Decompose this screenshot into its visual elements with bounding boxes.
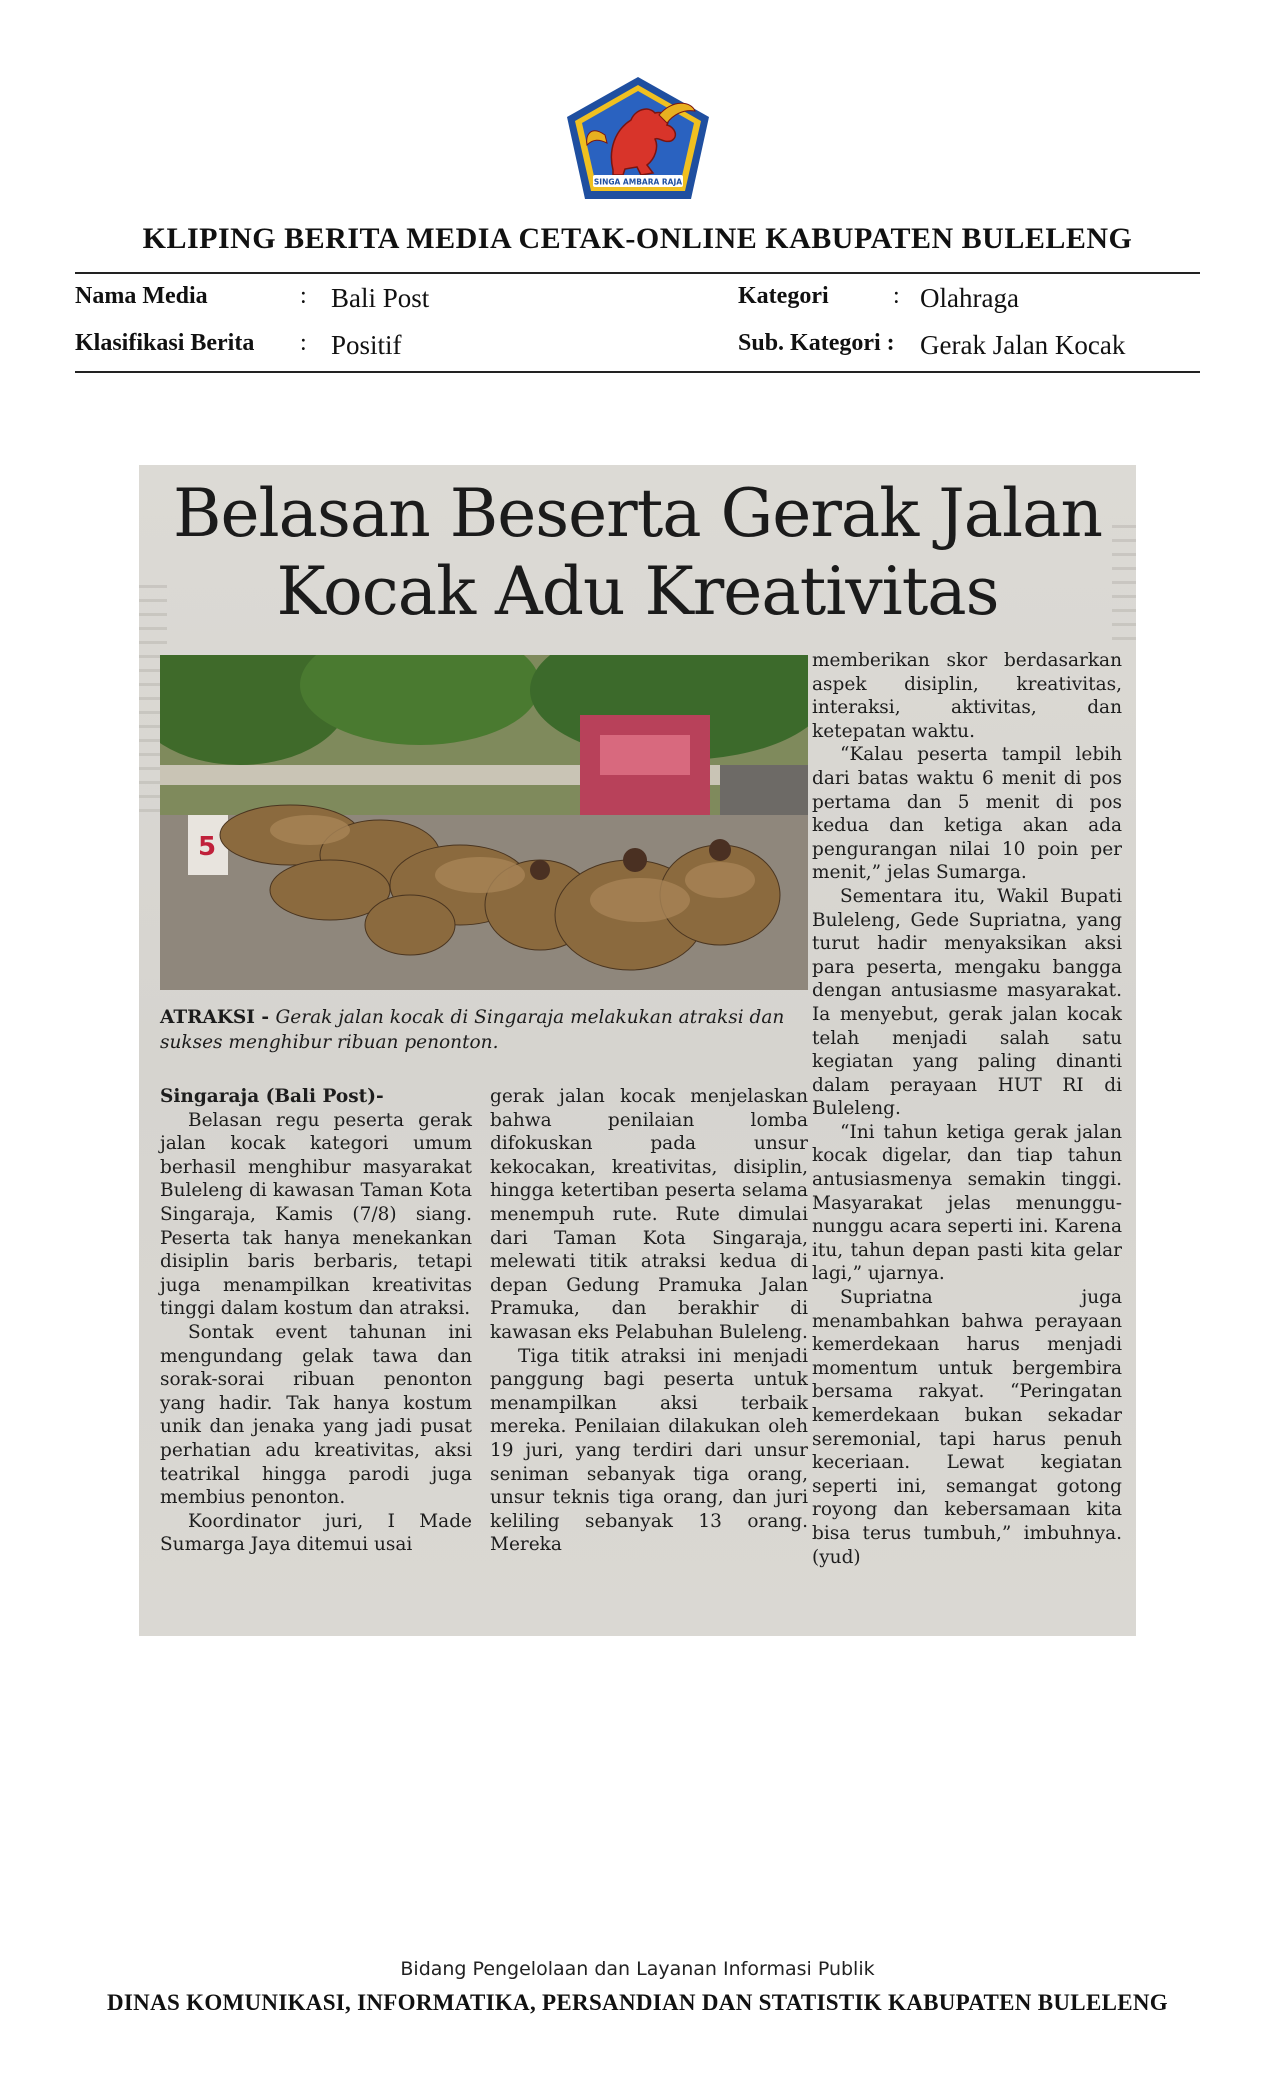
article-paragraph: Belasan regu peserta gerak jalan kocak kategori umum berhasil menghibur masyarakat Buleleng di kawasan Taman Kota Singaraja, Kamis (7/8) siang. Peserta tak hanya menekankan disiplin baris berbaris, tetapi juga menampilkan kreativitas tinggi dalam kostum dan atraksi. <box>160 1109 472 1320</box>
footer-department: Bidang Pengelolaan dan Layanan Informasi Publik <box>400 1958 875 1980</box>
article-paragraph: Koordinator juri, I Made Sumarga Jaya ditemui usai <box>160 1510 472 1556</box>
logo-motto-text: SINGA AMBARA RAJA <box>593 177 683 187</box>
article-headline-line1: Belasan Beserta Gerak Jalan <box>172 475 1103 552</box>
caption-text: Gerak jalan kocak di Singaraja melakukan atraksi dan sukses menghibur ribuan penonton. <box>160 1007 785 1053</box>
kategori-value: Olahraga <box>920 283 1019 313</box>
article-column-2 <box>490 1085 808 1557</box>
klasifikasi-label: Klasifikasi Berita <box>75 330 255 356</box>
header-divider <box>75 272 1200 274</box>
meta-divider <box>75 371 1200 373</box>
article-paragraph: Supriatna juga menambahkan bahwa perayaan kemerdekaan harus menjadi momentum untuk bergembira bersama rakyat. “Peringatan kemerdekaan bukan sekadar seremonial, tapi harus penuh keceriaan. Lewat kegiatan seperti ini, semangat gotong royong dan kebersamaan kita bisa terus tumbuh,” imbuhnya. (yud) <box>812 1287 1122 1568</box>
article-paragraph: “Kalau peserta tampil lebih dari batas waktu 6 menit di pos pertama dan 5 menit di pos kedua dan ketiga akan ada pengurangan nilai 10 poin per menit,” jelas Sumarga. <box>812 744 1122 884</box>
kategori-label: Kategori <box>738 283 829 309</box>
article-column-1 <box>160 1085 472 1557</box>
page-title: KLIPING BERITA MEDIA CETAK-ONLINE KABUPATEN BULELENG <box>142 222 1133 255</box>
article-paragraph: Sementara itu, Wakil Bupati Buleleng, Gede Supriatna, yang turut hadir menyaksikan aksi para peserta, mengaku bangga dengan antusiasme masyarakat. Ia menyebut, gerak jalan kocak telah menjadi salah satu kegiatan yang paling dinanti dalam perayaan HUT RI di Buleleng. <box>812 885 1122 1120</box>
article-headline-line2: Kocak Adu Kreativitas <box>276 553 999 630</box>
article-paragraph: gerak jalan kocak menjelaskan bahwa penilaian lomba difokuskan pada unsur kekocakan, kreativitas, disiplin, hingga ketertiban peserta selama menempuh rute. Rute dimulai dari Taman Kota Singaraja, melewati titik atraksi kedua di depan Gedung Pramuka Jalan Pramuka, dan berakhir di kawasan eks Pelabuhan Buleleng. <box>490 1086 808 1343</box>
article-paragraph: Sontak event tahunan ini mengundang gelak tawa dan sorak-sorai ribuan penonton yang hadir. Tak hanya kostum unik dan jenaka yang jadi pusat perhatian adu kreativitas, aksi teatrikal hingga parodi juga membius penonton. <box>160 1321 472 1509</box>
newspaper-clipping <box>139 465 1136 1636</box>
photo-caption <box>160 1005 808 1055</box>
parade-photo-illustration <box>160 655 808 990</box>
article-paragraph: “Ini tahun ketiga gerak jalan kocak digelar, dan tiap tahun antusiasmenya semakin tinggi. Masyarakat jelas menunggu-nunggu acara seperti ini. Karena itu, tahun depan pasti kita gelar lagi,” ujarnya. <box>812 1121 1122 1285</box>
sub-kategori-value: Gerak Jalan Kocak <box>920 330 1126 360</box>
footer-agency: DINAS KOMUNIKASI, INFORMATIKA, PERSANDIAN DAN STATISTIK KABUPATEN BULELENG <box>107 1990 1168 2015</box>
colon: : <box>300 330 307 356</box>
nama-media-value: Bali Post <box>331 283 430 313</box>
klasifikasi-value: Positif <box>331 330 402 360</box>
photo-banner-number: 5 <box>198 832 217 862</box>
article-column-3 <box>812 649 1122 1569</box>
article-paragraph: memberikan skor berdasarkan aspek disiplin, kreativitas, interaksi, aktivitas, dan ketepatan waktu. <box>812 650 1122 742</box>
colon: : <box>893 283 900 309</box>
article-photo <box>160 655 808 990</box>
buleleng-emblem-logo <box>563 75 713 201</box>
colon: : <box>300 283 307 309</box>
caption-label: ATRAKSI - <box>160 1007 276 1028</box>
article-paragraph: Tiga titik atraksi ini menjadi panggung bagi peserta untuk menampilkan aksi terbaik mereka. Penilaian dilakukan oleh 19 juri, yang terdiri dari unsur seniman sebanyak tiga orang, unsur teknis tiga orang, dan juri keliling sebanyak 13 orang. Mereka <box>490 1345 808 1556</box>
article-dateline: Singaraja (Bali Post)- <box>160 1086 384 1107</box>
sub-kategori-label: Sub. Kategori : <box>738 330 895 356</box>
nama-media-label: Nama Media <box>75 283 208 309</box>
